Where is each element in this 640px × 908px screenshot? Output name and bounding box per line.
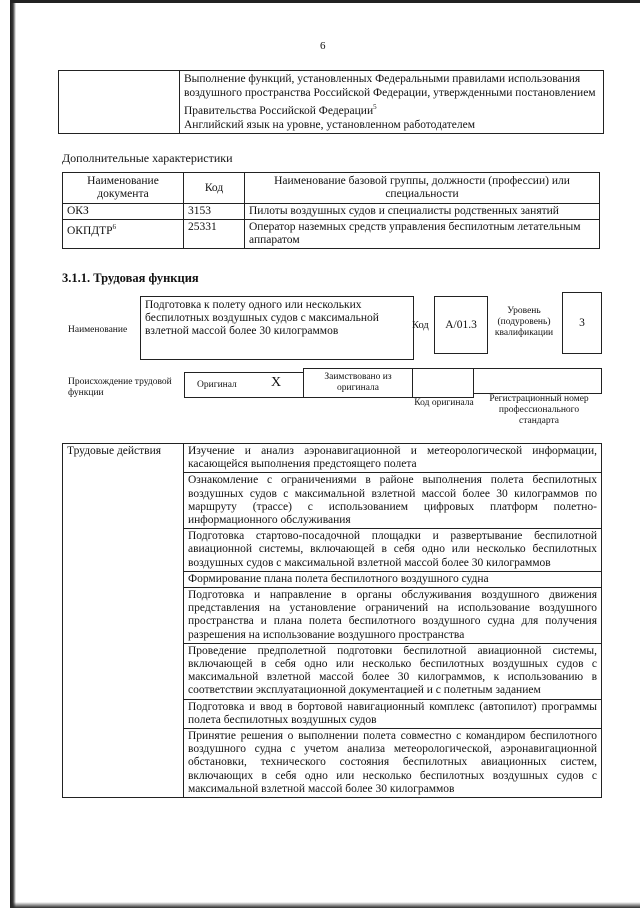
header-code: Код	[184, 173, 245, 204]
action-item: Принятие решения о выполнении полета совместно с командиром беспилотного воздушного судна с учетом анализа метеорологической, аэронавигационной обстановки, технического состояния беспилотных авиационных систем, включающих в себя одно или несколько беспилотных воздушных судов с максимальной взлетной массой более 30 килограммов	[184, 729, 602, 798]
original-box	[184, 372, 304, 398]
level-box	[562, 292, 602, 354]
function-code: А/01.3	[445, 319, 477, 331]
reg-number-label: Регистрационный номер профессионального стандарта	[489, 394, 589, 426]
header-doc: Наименование документа	[63, 173, 184, 204]
requirements-text: Выполнение функций, установленных Федеральными правилами использования воздушного пространства Российской Федерации, утвержденными постановлением Правительства Российской Федерации	[184, 73, 596, 117]
table-row	[63, 444, 602, 473]
additional-header-row	[63, 173, 600, 204]
row-doc: ОКЗ	[63, 204, 184, 220]
row-name: Пилоты воздушных судов и специалисты родственных занятий	[245, 204, 600, 220]
scan-edge-bottom	[10, 902, 640, 908]
action-item: Подготовка и ввод в бортовой навигационный комплекс (автопилот) программы полета беспилотных воздушных судов	[184, 699, 602, 728]
actions-table	[62, 443, 602, 798]
requirements-left-cell	[59, 71, 180, 134]
origin-label: Происхождение трудовой функции	[68, 377, 172, 398]
action-item: Подготовка стартово-посадочной площадки и развертывание беспилотной авиационной системы, включающей в себя одно или несколько беспилотных воздушных судов с максимальной взлетной массой более 30 килограммов	[184, 529, 602, 572]
action-item: Ознакомление с ограничениями в районе выполнения полета беспилотных воздушных судов с максимальной взлетной массой более 30 килограммов по маршруту (трассе) с использованием цифровых платформ полетно-информационного обслуживания	[184, 473, 602, 529]
code-label: Код	[412, 320, 429, 331]
original-mark: Х	[271, 375, 282, 390]
row-doc: ОКПДТР$^6$	[63, 220, 184, 249]
section-title: 3.1.1. Трудовая функция	[62, 271, 199, 285]
function-code-box	[434, 296, 488, 354]
borrowed-label: Заимствовано из оригинала	[324, 372, 392, 393]
action-item: Формирование плана полета беспилотного воздушного судна	[184, 571, 602, 587]
table-row	[63, 204, 600, 220]
row-code: 25331	[184, 220, 245, 249]
level-label: Уровень (подуровень) квалификации	[494, 306, 554, 338]
scan-edge-left	[10, 0, 16, 908]
origin-code-box	[412, 368, 474, 398]
level-value: 3	[579, 317, 585, 329]
scan-edge-top	[10, 0, 640, 3]
additional-table	[62, 172, 600, 249]
additional-heading: Дополнительные характеристики	[62, 151, 233, 165]
row-name: Оператор наземных средств управления беспилотным летательным аппаратом	[245, 220, 600, 249]
function-name: Подготовка к полету одного или нескольких беспилотных воздушных судов с максимальной взлетной массой более 30 килограммов	[145, 299, 379, 337]
origin-code-label: Код оригинала	[414, 398, 474, 408]
borrowed-box	[303, 368, 413, 398]
actions-label: Трудовые действия	[63, 444, 184, 798]
original-label: Оригинал	[197, 380, 237, 390]
header-name: Наименование базовой группы, должности (профессии) или специальности	[245, 173, 600, 204]
footnote-ref: 5	[373, 103, 377, 111]
action-item: Подготовка и направление в органы обслуживания воздушного движения представления на установление ограничений на использование воздушного пространства и плана полета беспилотного воздушного судна для получения разрешения на использование воздушного пространства	[184, 588, 602, 644]
requirements-table	[58, 70, 604, 134]
name-label: Наименование	[68, 325, 128, 335]
reg-number-box	[473, 368, 602, 394]
row-code: 3153	[184, 204, 245, 220]
requirements-text-2: Английский язык на уровне, установленном работодателем	[184, 118, 476, 131]
function-name-box	[140, 296, 414, 360]
page-number: 6	[320, 40, 326, 52]
action-item: Изучение и анализ аэронавигационной и метеорологической информации, касающейся выполнения предстоящего полета	[184, 444, 602, 473]
requirements-cell	[180, 71, 604, 134]
action-item: Проведение предполетной подготовки беспилотной авиационной системы, включающей в себя одно или несколько беспилотных воздушных судов с максимальной взлетной массой более 30 килограммов, к использованию в соответствии эксплуатационной документацией и с полетным заданием	[184, 643, 602, 699]
table-row	[63, 220, 600, 249]
